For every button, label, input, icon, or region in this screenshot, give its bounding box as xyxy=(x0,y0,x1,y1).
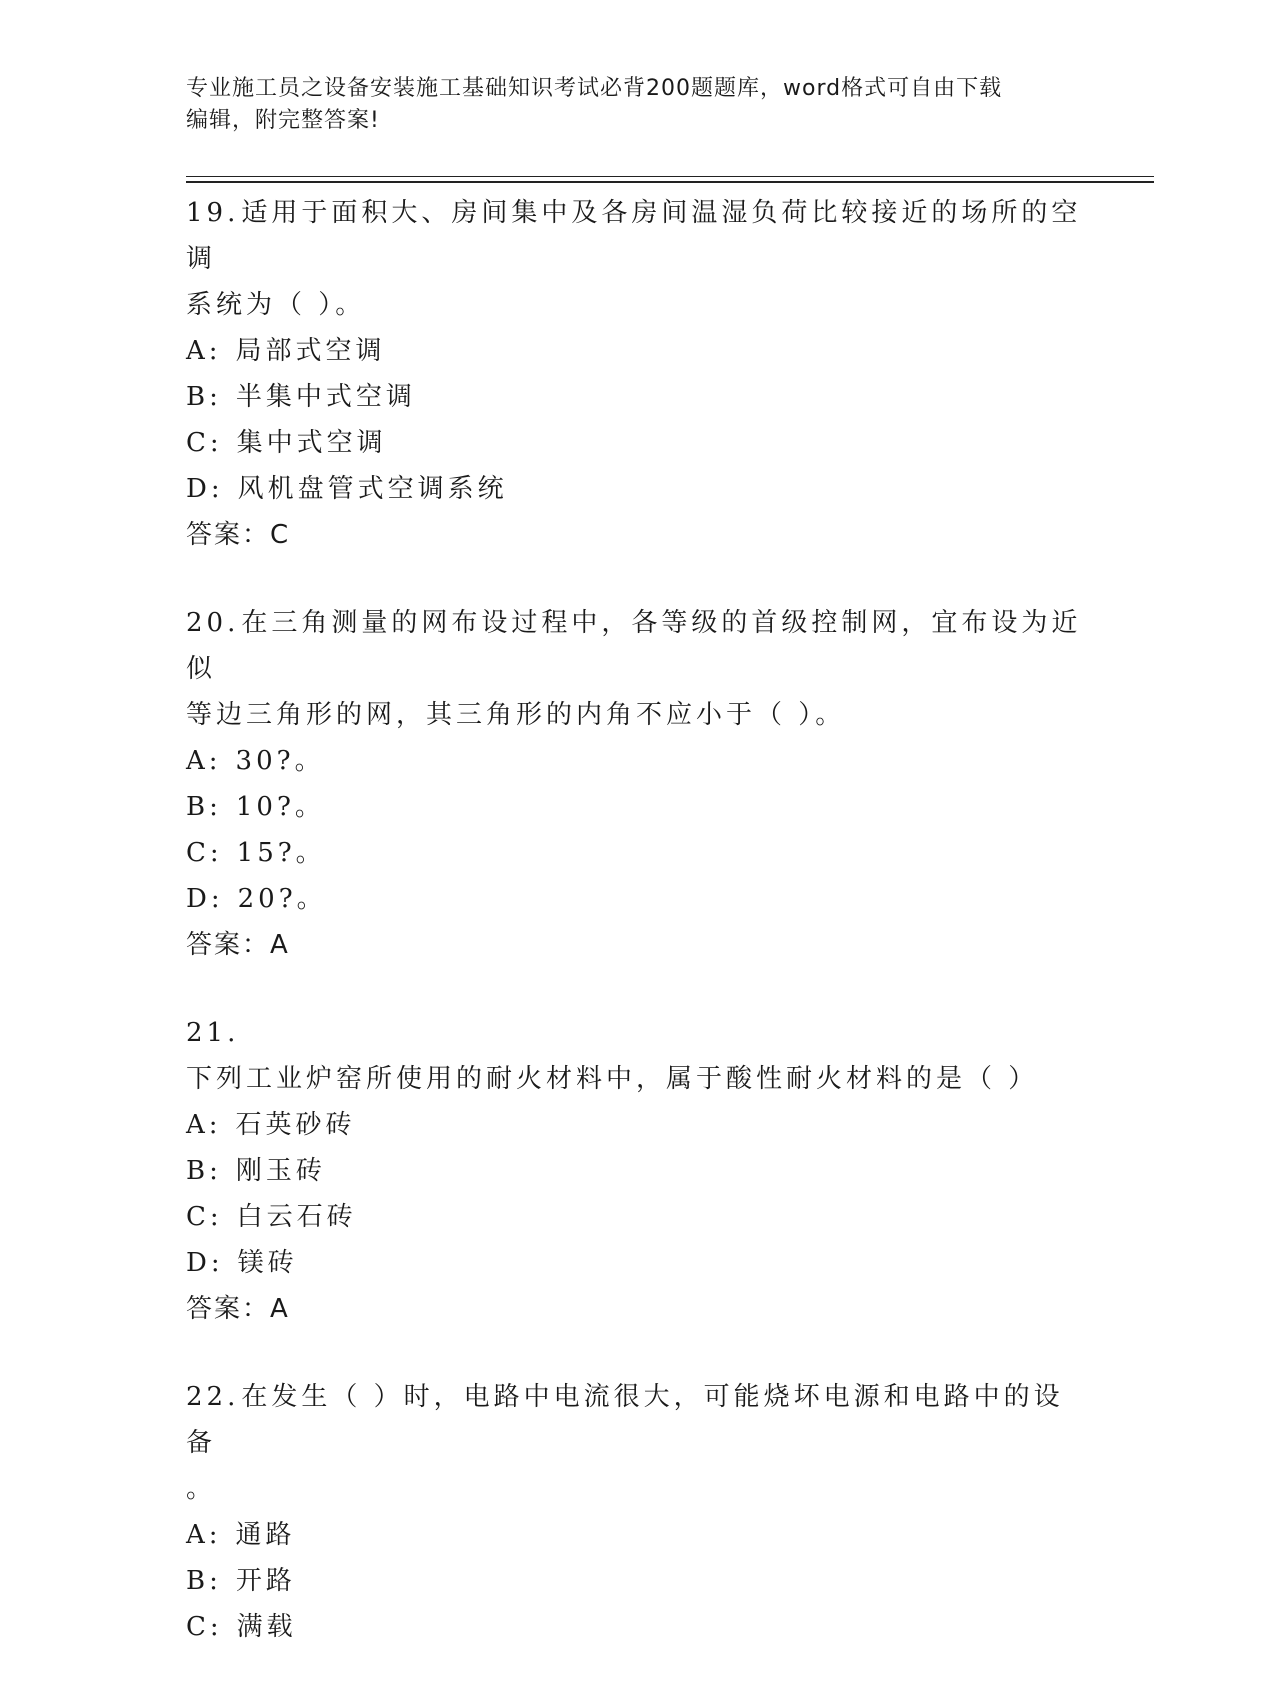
option-label: B: xyxy=(186,1566,222,1596)
option-a xyxy=(186,1512,1086,1558)
option-label: D: xyxy=(186,474,224,504)
question-stem-continued: 系统为（ ）。 xyxy=(186,290,366,320)
option-a xyxy=(186,328,1086,374)
header-divider-thick xyxy=(186,181,1154,183)
option-b xyxy=(186,374,1086,420)
answer-line: 答案：A xyxy=(186,1294,290,1324)
question-stem-continued: 等边三角形的网，其三角形的内角不应小于（ ）。 xyxy=(186,700,846,730)
answer-line: 答案：A xyxy=(186,930,290,960)
option-label: D: xyxy=(186,1248,224,1278)
question-number: 21. xyxy=(186,1018,240,1048)
option-label: B: xyxy=(186,792,222,822)
option-d xyxy=(186,876,1086,922)
option-b xyxy=(186,1558,1086,1604)
option-label: C: xyxy=(186,838,223,868)
question-number: 19. xyxy=(186,198,240,228)
option-label: C: xyxy=(186,1612,223,1642)
option-text: 10?。 xyxy=(235,792,325,822)
option-text: 镁砖 xyxy=(237,1248,298,1278)
question-stem xyxy=(186,1010,1086,1102)
question-text: 适用于面积大、房间集中及各房间温湿负荷比较接近的场所的空调 xyxy=(186,198,1082,274)
option-label: B: xyxy=(186,382,222,412)
option-label: A: xyxy=(186,336,222,366)
option-d xyxy=(186,1240,1086,1286)
question-21 xyxy=(186,1010,1086,1332)
question-text: 在三角测量的网布设过程中，各等级的首级控制网，宜布设为近似 xyxy=(186,608,1082,684)
option-c xyxy=(186,830,1086,876)
question-stem xyxy=(186,190,1086,282)
header-line-2: 编辑，附完整答案! xyxy=(186,108,380,133)
question-22 xyxy=(186,1374,1086,1650)
option-label: C: xyxy=(186,428,223,458)
question-text: 在发生（ ）时，电路中电流很大，可能烧坏电源和电路中的设备 xyxy=(186,1382,1064,1458)
option-label: A: xyxy=(186,746,222,776)
option-label: D: xyxy=(186,884,224,914)
option-a xyxy=(186,1102,1086,1148)
question-20 xyxy=(186,600,1086,968)
option-text: 石英砂砖 xyxy=(235,1110,356,1140)
question-19 xyxy=(186,190,1086,558)
option-text: 局部式空调 xyxy=(235,336,386,366)
option-text: 30?。 xyxy=(235,746,325,776)
document-header xyxy=(186,73,1086,137)
question-stem-continued: 。 xyxy=(186,1474,217,1504)
question-list xyxy=(186,190,1086,1692)
option-label: A: xyxy=(186,1520,222,1550)
question-stem xyxy=(186,600,1086,692)
question-number: 20. xyxy=(186,608,240,638)
option-c xyxy=(186,420,1086,466)
answer-line: 答案：C xyxy=(186,520,291,550)
option-text: 风机盘管式空调系统 xyxy=(237,474,508,504)
option-text: 刚玉砖 xyxy=(235,1156,326,1186)
option-c xyxy=(186,1194,1086,1240)
option-text: 半集中式空调 xyxy=(235,382,416,412)
option-a xyxy=(186,738,1086,784)
option-text: 通路 xyxy=(235,1520,296,1550)
option-b xyxy=(186,1148,1086,1194)
document-page xyxy=(186,0,1166,1650)
question-stem xyxy=(186,1374,1086,1466)
option-text: 20?。 xyxy=(237,884,327,914)
option-text: 白云石砖 xyxy=(236,1202,357,1232)
option-text: 集中式空调 xyxy=(236,428,387,458)
option-text: 开路 xyxy=(235,1566,296,1596)
option-text: 满载 xyxy=(236,1612,297,1642)
header-divider-thin xyxy=(186,176,1154,177)
option-b xyxy=(186,784,1086,830)
option-d xyxy=(186,466,1086,512)
option-label: B: xyxy=(186,1156,222,1186)
option-c xyxy=(186,1604,1086,1650)
header-line-1: 专业施工员之设备安装施工基础知识考试必背200题题库，word格式可自由下载 xyxy=(186,76,1003,101)
option-label: C: xyxy=(186,1202,223,1232)
question-text: 下列工业炉窑所使用的耐火材料中，属于酸性耐火材料的是（ ） xyxy=(186,1064,1039,1094)
option-label: A: xyxy=(186,1110,222,1140)
question-number: 22. xyxy=(186,1382,240,1412)
option-text: 15?。 xyxy=(236,838,326,868)
